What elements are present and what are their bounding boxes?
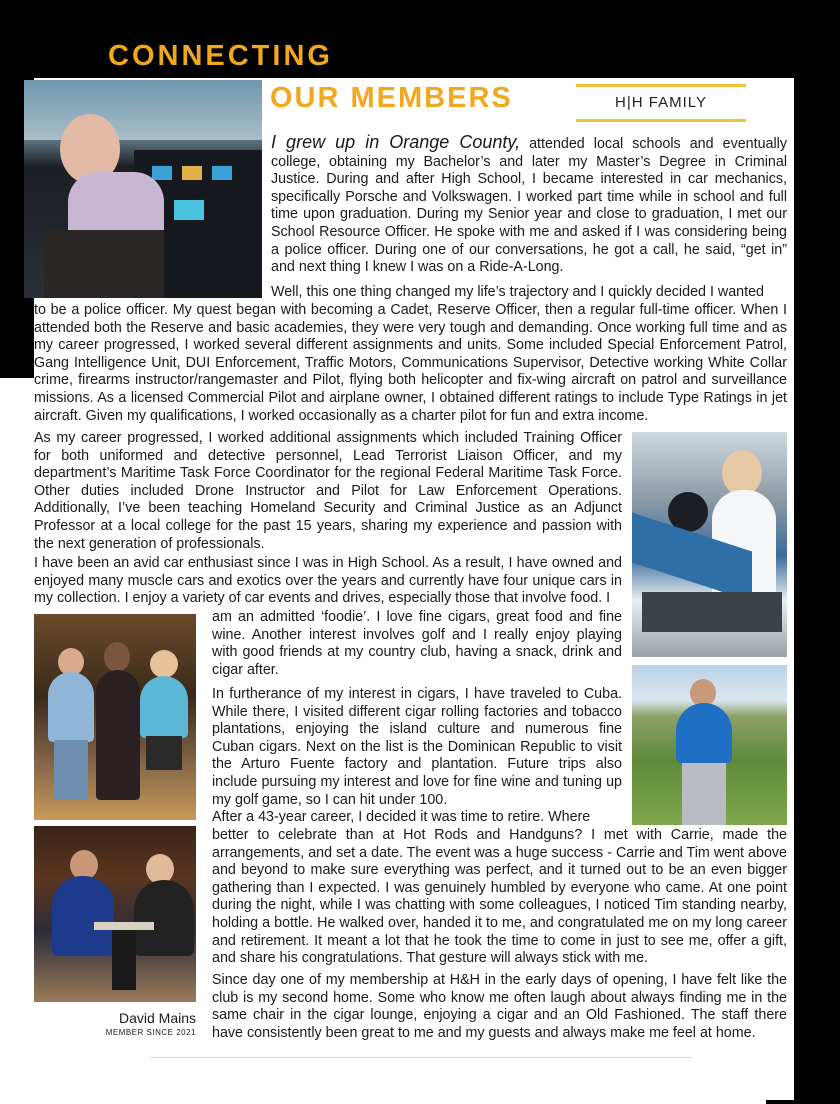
article-paragraph-4: I have been an avid car enthusiast since I was in High School. As a result, I have owned and enjoyed many muscle cars and exotics over the years and currently have four unique cars in my collection. I enjoy a variety of car events and drives, especially those that involve food. I: [34, 555, 622, 607]
article-paragraph-1: [271, 134, 787, 277]
lounge-photo: [34, 826, 196, 1002]
friends-photo: [34, 614, 196, 820]
footer-divider: [150, 1057, 692, 1058]
page-title-line1: CONNECTING: [108, 40, 333, 72]
article-paragraph-1-text: attended local schools and eventually college, obtaining my Bachelor’s and later my Master’s Degree in Criminal Justice. During and after High School, I became interested in car mechanics, specifically Porsche and Volkswagen. I worked part time while in school and full time upon graduation. During my Senior year and close to graduation, I met our School Resource Officer. He spoke with me and asked if I was considering being a police officer. During one of our conversations, he got a call, he said, “get in” and next thing I knew I was on a Ride-A-Long.: [271, 136, 787, 276]
article-paragraph-2: to be a police officer. My quest began with becoming a Cadet, Reserve Officer, then a regular full-time officer. When I attended both the Reserve and basic academies, they were very tough and demanding. Once working full time and as my career progressed, I worked several different assignments and units. Some included Special Enforcement Patrol, Gang Intelligence Unit, DUI Enforcement, Traffic Motors, Communications Supervisor, Detective working White Collar crime, firearms instructor/rangemaster and Pilot, flying both helicopter and fix-wing aircraft on patrol and surveillance missions. As a licensed Commercial Pilot and airplane owner, I obtained different ratings to include Type Ratings in jet aircraft. Given my qualifications, I worked occasionally as a charter pilot for fun and extra income.: [34, 302, 787, 424]
article-paragraph-3: As my career progressed, I worked additional assignments which included Training Officer for both uniformed and detective personnel, Lead Terrorist Liaison Officer, and my department’s Maritime Task Force Coordinator for the regional Federal Maritime Task Force. Other duties included Drone Instructor and Pilot for Law Enforcement Operations. Additionally, I’ve been teaching Homeland Security and Criminal Justice as an Adjunct Professor at a local college for the past 15 years, sharing my experience and passion with the next generation of professionals.: [34, 430, 622, 552]
member-name: David Mains: [118, 1010, 196, 1026]
right-band: [794, 78, 840, 1104]
page-title-line2: OUR MEMBERS: [270, 82, 513, 114]
member-since: MEMBER SINCE 2021: [105, 1028, 196, 1037]
article-paragraph-7: Since day one of my membership at H&H in the early days of opening, I have felt like the club is my second home. Some who know me often laugh about always finding me in the same chair in the cigar lounge, enjoying a cigar and an Old Fashioned. The staff there have consistently been great to me and my guests and always make me feel at home.: [212, 972, 787, 1041]
section-label: H|H FAMILY: [576, 84, 746, 122]
article-paragraph-4-continued: am an admitted ‘foodie’. I love fine cigars, great food and fine wine. Another interest involves golf and I really enjoy playing with good friends at my country club, having a snack, drink and cigar after.: [212, 609, 622, 678]
golf-photo: [632, 665, 787, 825]
article-lead: I grew up in Orange County,: [271, 132, 521, 152]
corner-mark: [766, 1100, 794, 1104]
article-paragraph-6-start: After a 43-year career, I decided it was time to retire. Where: [212, 809, 591, 825]
article-paragraph-5: In furtherance of my interest in cigars, I have traveled to Cuba. While there, I visited different cigar rolling factories and tobacco plantations, enjoying the island culture and numerous fine Cuban cigars. Next on the list is the Dominican Republic to visit the Arturo Fuente factory and plantation. Future trips also include pursuing my interest and love for fine wine and tuning up my golf game, so I can hit under 100.: [212, 686, 622, 808]
article-paragraph-2-start: Well, this one thing changed my life’s trajectory and I quickly decided I wanted: [271, 284, 764, 300]
article-paragraph-6: better to celebrate than at Hot Rods and Handguns? I met with Carrie, made the arrangements, and set a date. The event was a huge success - Carrie and Tim went above and beyond to make sure everything was perfect, and it turned out to be an even bigger gathering than I expected. I was genuinely humbled by everyone who came. At one point during the night, while I was chatting with some colleagues, I noticed Tim standing nearby, holding a bottle. He walked over, handed it to me, and congratulated me on my long career and retirement. It meant a lot that he took the time to come in just to see me, offer a gift, and share his congratulations. That gesture will always stick with me.: [212, 827, 787, 967]
cockpit-photo: [24, 80, 262, 298]
racecar-photo: [632, 432, 787, 657]
